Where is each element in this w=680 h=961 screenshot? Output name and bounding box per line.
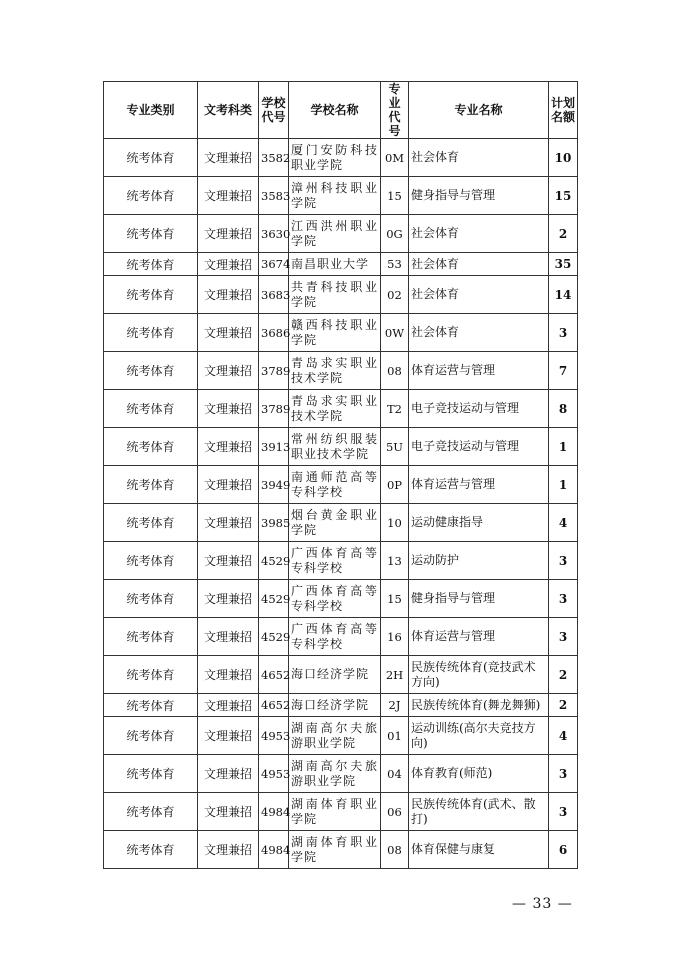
cell-category: 统考体育 xyxy=(104,694,198,717)
cell-school-code: 3985 xyxy=(259,504,289,542)
cell-quota: 1 xyxy=(549,428,578,466)
cell-school-code: 4984 xyxy=(259,793,289,831)
cell-major-code: 16 xyxy=(381,618,409,656)
cell-quota: 15 xyxy=(549,177,578,215)
cell-quota: 2 xyxy=(549,215,578,253)
header-quota: 计划名额 xyxy=(549,82,578,139)
cell-category: 统考体育 xyxy=(104,542,198,580)
cell-subject: 文理兼招 xyxy=(198,542,259,580)
cell-school-name: 南昌职业大学 xyxy=(289,253,381,276)
cell-quota: 6 xyxy=(549,831,578,869)
table-row xyxy=(104,694,578,717)
cell-school-name: 青岛求实职业技术学院 xyxy=(289,390,381,428)
cell-school-name: 湖南高尔夫旅游职业学院 xyxy=(289,717,381,755)
cell-school-name: 烟台黄金职业学院 xyxy=(289,504,381,542)
cell-school-code: 4529 xyxy=(259,580,289,618)
cell-quota: 14 xyxy=(549,276,578,314)
header-school-name: 学校名称 xyxy=(289,82,381,139)
table-row xyxy=(104,755,578,793)
cell-category: 统考体育 xyxy=(104,504,198,542)
cell-school-code: 3582 xyxy=(259,139,289,177)
header-school-code: 学校代号 xyxy=(259,82,289,139)
cell-major-name: 社会体育 xyxy=(409,276,549,314)
cell-major-name: 体育运营与管理 xyxy=(409,352,549,390)
cell-quota: 10 xyxy=(549,139,578,177)
cell-subject: 文理兼招 xyxy=(198,831,259,869)
cell-category: 统考体育 xyxy=(104,656,198,694)
cell-major-code: 04 xyxy=(381,755,409,793)
cell-category: 统考体育 xyxy=(104,352,198,390)
cell-major-name: 体育保健与康复 xyxy=(409,831,549,869)
cell-category: 统考体育 xyxy=(104,580,198,618)
cell-subject: 文理兼招 xyxy=(198,793,259,831)
cell-school-name: 常州纺织服装职业技术学院 xyxy=(289,428,381,466)
cell-major-code: 10 xyxy=(381,504,409,542)
enrollment-plan-table xyxy=(103,81,578,869)
cell-subject: 文理兼招 xyxy=(198,504,259,542)
cell-major-name: 体育教育(师范) xyxy=(409,755,549,793)
cell-major-name: 电子竞技运动与管理 xyxy=(409,390,549,428)
cell-subject: 文理兼招 xyxy=(198,618,259,656)
cell-major-name: 民族传统体育(武术、散打) xyxy=(409,793,549,831)
cell-major-name: 运动防护 xyxy=(409,542,549,580)
cell-major-name: 运动训练(高尔夫竞技方向) xyxy=(409,717,549,755)
cell-school-code: 3789 xyxy=(259,352,289,390)
cell-school-code: 4529 xyxy=(259,542,289,580)
header-subject: 文考科类 xyxy=(198,82,259,139)
cell-school-code: 4953 xyxy=(259,755,289,793)
cell-category: 统考体育 xyxy=(104,177,198,215)
header-category: 专业类别 xyxy=(104,82,198,139)
cell-major-code: 0M xyxy=(381,139,409,177)
table-row xyxy=(104,390,578,428)
cell-school-code: 3583 xyxy=(259,177,289,215)
cell-major-code: 08 xyxy=(381,831,409,869)
table-row xyxy=(104,831,578,869)
cell-school-code: 3949 xyxy=(259,466,289,504)
table-header-row xyxy=(104,82,578,139)
cell-school-name: 海口经济学院 xyxy=(289,656,381,694)
page-number: — 33 — xyxy=(512,896,573,912)
cell-major-code: 2H xyxy=(381,656,409,694)
cell-major-code: 15 xyxy=(381,580,409,618)
cell-subject: 文理兼招 xyxy=(198,253,259,276)
cell-major-name: 社会体育 xyxy=(409,253,549,276)
table-row xyxy=(104,542,578,580)
cell-quota: 1 xyxy=(549,466,578,504)
cell-major-code: 0W xyxy=(381,314,409,352)
cell-school-name: 赣西科技职业学院 xyxy=(289,314,381,352)
cell-school-code: 3683 xyxy=(259,276,289,314)
cell-quota: 3 xyxy=(549,755,578,793)
cell-quota: 3 xyxy=(549,580,578,618)
cell-subject: 文理兼招 xyxy=(198,717,259,755)
cell-quota: 3 xyxy=(549,314,578,352)
cell-school-name: 漳州科技职业学院 xyxy=(289,177,381,215)
cell-quota: 4 xyxy=(549,717,578,755)
table-row xyxy=(104,314,578,352)
cell-school-name: 广西体育高等专科学校 xyxy=(289,580,381,618)
cell-major-name: 健身指导与管理 xyxy=(409,177,549,215)
cell-major-name: 民族传统体育(舞龙舞狮) xyxy=(409,694,549,717)
cell-school-name: 湖南体育职业学院 xyxy=(289,831,381,869)
cell-school-name: 共青科技职业学院 xyxy=(289,276,381,314)
cell-category: 统考体育 xyxy=(104,466,198,504)
cell-major-code: 13 xyxy=(381,542,409,580)
table-row xyxy=(104,504,578,542)
cell-school-name: 江西洪州职业学院 xyxy=(289,215,381,253)
cell-category: 统考体育 xyxy=(104,618,198,656)
cell-major-code: 0P xyxy=(381,466,409,504)
cell-school-code: 4953 xyxy=(259,717,289,755)
table-row xyxy=(104,352,578,390)
cell-subject: 文理兼招 xyxy=(198,314,259,352)
cell-school-code: 3913 xyxy=(259,428,289,466)
cell-school-code: 4652 xyxy=(259,694,289,717)
cell-category: 统考体育 xyxy=(104,717,198,755)
cell-quota: 4 xyxy=(549,504,578,542)
cell-school-name: 青岛求实职业技术学院 xyxy=(289,352,381,390)
cell-major-name: 体育运营与管理 xyxy=(409,466,549,504)
table-row xyxy=(104,276,578,314)
table-row xyxy=(104,177,578,215)
cell-major-name: 社会体育 xyxy=(409,314,549,352)
cell-major-name: 运动健康指导 xyxy=(409,504,549,542)
table-row xyxy=(104,215,578,253)
cell-major-name: 民族传统体育(竞技武术方向) xyxy=(409,656,549,694)
cell-quota: 35 xyxy=(549,253,578,276)
cell-major-name: 电子竞技运动与管理 xyxy=(409,428,549,466)
cell-category: 统考体育 xyxy=(104,755,198,793)
header-major-name: 专业名称 xyxy=(409,82,549,139)
table-row xyxy=(104,793,578,831)
cell-major-code: 01 xyxy=(381,717,409,755)
cell-major-code: 2J xyxy=(381,694,409,717)
cell-subject: 文理兼招 xyxy=(198,428,259,466)
cell-school-code: 4652 xyxy=(259,656,289,694)
cell-subject: 文理兼招 xyxy=(198,390,259,428)
cell-major-code: 0G xyxy=(381,215,409,253)
cell-school-name: 厦门安防科技职业学院 xyxy=(289,139,381,177)
cell-school-code: 4984 xyxy=(259,831,289,869)
cell-school-code: 3686 xyxy=(259,314,289,352)
cell-school-name: 海口经济学院 xyxy=(289,694,381,717)
cell-category: 统考体育 xyxy=(104,390,198,428)
header-major-code: 专业代号 xyxy=(381,82,409,139)
cell-category: 统考体育 xyxy=(104,314,198,352)
cell-major-name: 健身指导与管理 xyxy=(409,580,549,618)
cell-school-name: 湖南高尔夫旅游职业学院 xyxy=(289,755,381,793)
table-row xyxy=(104,717,578,755)
cell-category: 统考体育 xyxy=(104,793,198,831)
cell-major-name: 社会体育 xyxy=(409,215,549,253)
cell-school-name: 湖南体育职业学院 xyxy=(289,793,381,831)
cell-major-name: 体育运营与管理 xyxy=(409,618,549,656)
cell-subject: 文理兼招 xyxy=(198,580,259,618)
cell-category: 统考体育 xyxy=(104,831,198,869)
cell-school-name: 广西体育高等专科学校 xyxy=(289,618,381,656)
cell-school-code: 3630 xyxy=(259,215,289,253)
cell-category: 统考体育 xyxy=(104,139,198,177)
cell-quota: 8 xyxy=(549,390,578,428)
cell-quota: 2 xyxy=(549,656,578,694)
cell-quota: 3 xyxy=(549,793,578,831)
cell-subject: 文理兼招 xyxy=(198,656,259,694)
cell-major-code: 5U xyxy=(381,428,409,466)
cell-category: 统考体育 xyxy=(104,253,198,276)
cell-major-code: 15 xyxy=(381,177,409,215)
cell-school-code: 3789 xyxy=(259,390,289,428)
table-row xyxy=(104,466,578,504)
table-row xyxy=(104,139,578,177)
cell-quota: 3 xyxy=(549,618,578,656)
cell-quota: 2 xyxy=(549,694,578,717)
table-row xyxy=(104,618,578,656)
cell-category: 统考体育 xyxy=(104,276,198,314)
cell-major-code: 02 xyxy=(381,276,409,314)
cell-category: 统考体育 xyxy=(104,428,198,466)
cell-school-name: 广西体育高等专科学校 xyxy=(289,542,381,580)
cell-subject: 文理兼招 xyxy=(198,755,259,793)
cell-subject: 文理兼招 xyxy=(198,139,259,177)
table-body xyxy=(104,139,578,869)
cell-school-name: 南通师范高等专科学校 xyxy=(289,466,381,504)
cell-quota: 3 xyxy=(549,542,578,580)
cell-subject: 文理兼招 xyxy=(198,352,259,390)
cell-school-code: 4529 xyxy=(259,618,289,656)
table-row xyxy=(104,656,578,694)
table-row xyxy=(104,428,578,466)
cell-quota: 7 xyxy=(549,352,578,390)
table-row xyxy=(104,253,578,276)
cell-category: 统考体育 xyxy=(104,215,198,253)
cell-school-code: 3674 xyxy=(259,253,289,276)
cell-major-code: 08 xyxy=(381,352,409,390)
cell-subject: 文理兼招 xyxy=(198,276,259,314)
cell-subject: 文理兼招 xyxy=(198,215,259,253)
cell-subject: 文理兼招 xyxy=(198,466,259,504)
cell-major-code: 06 xyxy=(381,793,409,831)
table-row xyxy=(104,580,578,618)
cell-major-code: 53 xyxy=(381,253,409,276)
cell-subject: 文理兼招 xyxy=(198,177,259,215)
cell-major-name: 社会体育 xyxy=(409,139,549,177)
cell-major-code: T2 xyxy=(381,390,409,428)
cell-subject: 文理兼招 xyxy=(198,694,259,717)
